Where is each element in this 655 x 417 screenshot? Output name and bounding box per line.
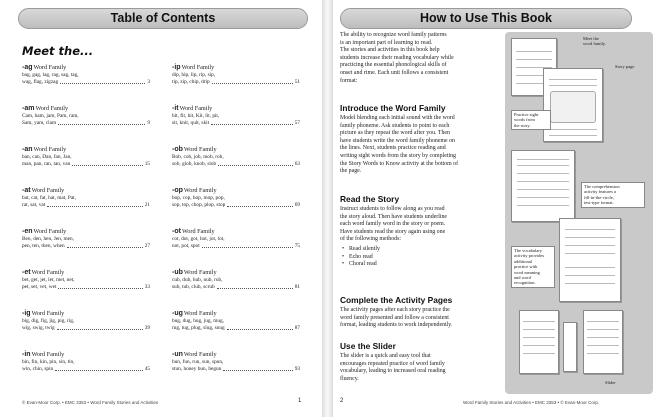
- body-line: writing sight words from the story by completing: [340, 152, 457, 159]
- toc-entry-last-line: [22, 243, 150, 250]
- toc-entry-en[interactable]: [22, 228, 150, 250]
- body-line: word family presented and follow a consistent: [340, 314, 449, 321]
- story-illustration: [550, 91, 596, 123]
- sight-words-caption: [511, 110, 551, 130]
- toc-page-number: 57: [294, 120, 300, 126]
- word-family-suffix: -ub: [172, 269, 183, 276]
- toc-entry-words: Sam, yam, clam: [22, 120, 57, 126]
- toc-entry-op[interactable]: [172, 187, 300, 209]
- toc-entry-words: bat, cat, fat, hat, mat, Pat,: [22, 195, 76, 201]
- word-family-suffix: -en: [22, 228, 33, 235]
- dot-leader: [223, 366, 292, 371]
- toc-entry-words: Cam, ham, jam, Pam, ram,: [22, 113, 79, 119]
- caption-line: word family.: [583, 41, 606, 47]
- intro-line: practicing the essential phonological skills of: [340, 62, 447, 69]
- toc-entry-words: Ben, den, hen, Jen, men,: [22, 236, 74, 242]
- word-family-label: Word Family: [31, 351, 65, 358]
- toc-entry-words: bug, dug, hug, jug, mug,: [172, 318, 224, 324]
- toc-entry-words: wag, flag, zigzag: [22, 79, 59, 85]
- dot-leader: [227, 325, 293, 330]
- word-family-label: Word Family: [33, 146, 67, 153]
- word-family-suffix: -it: [172, 105, 179, 112]
- toc-page-number: 15: [144, 161, 150, 167]
- meet-the-heading: Meet the...: [22, 44, 94, 58]
- toc-entry-words: Bob, cob, job, mob, rob,: [172, 154, 224, 160]
- word-family-suffix: -ot: [172, 228, 181, 235]
- toc-entry-heading: [22, 228, 150, 236]
- word-family-label: Word Family: [183, 187, 217, 194]
- dot-leader: [55, 366, 143, 371]
- body-line: picture as they repeat the word after you. Then: [340, 130, 450, 137]
- toc-entry-words: cot, dot, got, hot, jot, lot,: [172, 236, 225, 242]
- word-family-suffix: -ag: [22, 64, 33, 71]
- toc-entry-last-line: [22, 120, 150, 127]
- toc-page-number: 87: [294, 325, 300, 331]
- toc-entry-heading: [172, 146, 300, 154]
- toc-page-number: 51: [294, 79, 300, 85]
- body-line: format, leading students to work independently.: [340, 322, 453, 329]
- toc-entry-heading: [22, 351, 150, 359]
- word-family-label: Word Family: [31, 187, 65, 194]
- toc-entry-words: bit, fit, hit, Kit, lit, pit,: [172, 113, 220, 119]
- toc-entry-last-line: [172, 325, 300, 332]
- toc-page-number: 63: [294, 161, 300, 167]
- toc-entry-words: bop, cop, hop, mop, pop,: [172, 195, 225, 201]
- toc-entry-words: cub, dub, hub, nub, rub,: [172, 277, 223, 283]
- slider-strip-thumbnail: [563, 322, 577, 372]
- reading-method-item: • Read silently: [340, 246, 380, 254]
- toc-entry-words: not, pot, spot: [172, 243, 200, 249]
- word-family-label: Word Family: [35, 105, 69, 112]
- reading-method-item: • Choral read: [340, 261, 380, 269]
- toc-page-number: 3: [147, 79, 150, 85]
- toc-entry-last-line: [22, 79, 150, 86]
- toc-entry-words: bun, fun, run, sun, spun,: [172, 359, 224, 365]
- body-line: the story aloud. Then have students underline: [340, 213, 448, 220]
- page-number-1: 1: [298, 398, 302, 404]
- toc-page-number: 81: [294, 284, 300, 290]
- toc-entry-ub[interactable]: [172, 269, 300, 291]
- caption-line: test-type format.: [584, 200, 614, 206]
- toc-entry-heading: [172, 310, 300, 318]
- dot-leader: [218, 161, 293, 166]
- toc-entry-heading: [172, 269, 300, 277]
- right-footer: Word Family Stories and Activities • EMC 3353 • © Evan-Moor Corp.: [463, 400, 600, 405]
- word-family-label: Word Family: [181, 64, 215, 71]
- sample-pages-panel: [505, 32, 653, 394]
- caption-line: Meet the: [583, 36, 599, 41]
- body-line: encourages repeated practice of word family: [340, 360, 445, 367]
- toc-page-number: 69: [294, 202, 300, 208]
- body-line: the page.: [340, 168, 362, 175]
- body-line: have students write the word family phoneme on: [340, 137, 456, 144]
- how-to-use-page: [333, 0, 655, 417]
- caption-line: the story.: [514, 122, 531, 128]
- toc-entry-last-line: [172, 161, 300, 168]
- toc-entry-it[interactable]: [172, 105, 300, 127]
- toc-page-number: 45: [144, 366, 150, 372]
- word-family-suffix: -ig: [22, 310, 31, 317]
- reading-methods-list: [340, 246, 380, 269]
- toc-entry-am[interactable]: [22, 105, 150, 127]
- toc-title-banner: Table of Contents: [18, 8, 308, 29]
- body-line: fluency.: [340, 375, 359, 382]
- caption-line: The vocabulary: [514, 248, 543, 253]
- introduce-word-family-body: [340, 115, 502, 176]
- toc-entry-ob[interactable]: [172, 146, 300, 168]
- dot-leader: [67, 243, 143, 248]
- caption-line: fill-in-the-circle,: [584, 194, 614, 200]
- story-page-caption: Story page: [615, 64, 635, 69]
- toc-entry-last-line: [172, 366, 300, 373]
- toc-entry-last-line: [172, 202, 300, 209]
- use-the-slider-body: [340, 353, 502, 383]
- toc-entry-words: dip, hip, lip, rip, sip,: [172, 72, 216, 78]
- dot-leader: [57, 325, 143, 330]
- toc-entry-words: sob, glob, knob, slob: [172, 161, 217, 167]
- intro-paragraph: [340, 32, 502, 85]
- caption-line: practice with: [514, 264, 538, 270]
- body-line: of the following methods:: [340, 236, 402, 243]
- word-family-label: Word Family: [183, 146, 217, 153]
- body-line: Instruct students to follow along as you read: [340, 206, 445, 212]
- read-the-story-heading: Read the Story: [340, 194, 400, 204]
- intro-line: onset and rime. Each unit follows a consistent: [340, 69, 449, 76]
- slider-card-thumbnail: [583, 310, 623, 374]
- toc-entry-ot[interactable]: [172, 228, 300, 250]
- toc-entry-et[interactable]: [22, 269, 150, 291]
- how-to-use-title-banner: How to Use This Book: [340, 8, 632, 29]
- dot-leader: [58, 284, 142, 289]
- toc-page-number: 27: [144, 243, 150, 249]
- toc-entry-words: bet, get, jet, let, met, net,: [22, 277, 75, 283]
- toc-entry-last-line: [172, 243, 300, 250]
- word-family-suffix: -op: [172, 187, 183, 194]
- word-family-suffix: -ob: [172, 146, 183, 153]
- caption-line: word meaning: [514, 269, 540, 275]
- toc-entry-heading: [22, 269, 150, 277]
- vocabulary-page-thumbnail: [559, 218, 621, 302]
- dot-leader: [72, 161, 142, 166]
- toc-entry-words: sop, top, chop, plop, stop: [172, 202, 226, 208]
- toc-entry-last-line: [22, 284, 150, 291]
- toc-entry-ug[interactable]: [172, 310, 300, 332]
- reading-method-item: • Echo read: [340, 254, 380, 262]
- caption-line: and word: [514, 275, 531, 281]
- word-family-label: Word Family: [31, 269, 65, 276]
- toc-entry-heading: [22, 105, 150, 113]
- dot-leader: [47, 202, 142, 207]
- dot-leader: [60, 79, 145, 84]
- word-family-label: Word Family: [33, 228, 67, 235]
- toc-entry-last-line: [22, 202, 150, 209]
- read-the-story-body: [340, 206, 502, 244]
- toc-entry-words: win, chin, spin: [22, 366, 54, 372]
- comprehension-page-thumbnail: [511, 150, 575, 222]
- toc-entry-heading: [172, 351, 300, 359]
- toc-entry-last-line: [22, 325, 150, 332]
- dot-leader: [211, 120, 293, 125]
- word-family-label: Word Family: [179, 105, 213, 112]
- body-line: the Story Words to Know activity at the bottom of: [340, 160, 459, 167]
- toc-entry-last-line: [172, 120, 300, 127]
- intro-line: The ability to recognize word family patterns: [340, 32, 447, 38]
- toc-entry-heading: [172, 228, 300, 236]
- dot-leader: [202, 243, 293, 248]
- toc-entry-words: man, pan, ran, tan, van: [22, 161, 71, 167]
- toc-entry-heading: [22, 64, 150, 72]
- toc-entry-words: ban, can, Dan, fan, Jan,: [22, 154, 72, 160]
- word-family-suffix: -in: [22, 351, 31, 358]
- use-the-slider-heading: Use the Slider: [340, 341, 396, 351]
- body-line: the lines. Next, students practice reading and: [340, 145, 446, 152]
- caption-line: activity features a: [584, 189, 616, 195]
- toc-entry-words: tip, zip, chip, drip: [172, 79, 210, 85]
- word-family-label: Word Family: [31, 310, 65, 317]
- activity-pages-heading: Complete the Activity Pages: [340, 295, 453, 305]
- toc-entry-last-line: [172, 79, 300, 86]
- toc-page-number: 75: [294, 243, 300, 249]
- book-gutter: [322, 0, 333, 417]
- slider-piece-thumbnail: [519, 310, 559, 374]
- toc-entry-words: stun, honey bun, begun: [172, 366, 222, 372]
- toc-entry-ag[interactable]: [22, 64, 150, 86]
- word-family-suffix: -et: [22, 269, 31, 276]
- toc-entry-an[interactable]: [22, 146, 150, 168]
- caption-line: recognition.: [514, 280, 536, 286]
- introduce-word-family-heading: Introduce the Word Family: [340, 103, 446, 113]
- toc-entry-words: pen, ten, then, when: [22, 243, 65, 249]
- toc-page-number: 33: [144, 284, 150, 290]
- toc-entry-words: wig, swig, twig: [22, 325, 55, 331]
- caption-line: additional: [514, 258, 532, 264]
- toc-entry-words: pet, set, vet, wet: [22, 284, 57, 290]
- body-line: family phoneme. Ask students to point to each: [340, 122, 450, 129]
- toc-entry-words: bin, fin, kin, pin, sin, tin,: [22, 359, 75, 365]
- toc-entry-at[interactable]: [22, 187, 150, 209]
- body-line: each word family word in the story or poem.: [340, 221, 446, 228]
- toc-entry-words: rug, tug, plug, slug, snug: [172, 325, 225, 331]
- word-family-suffix: -at: [22, 187, 31, 194]
- intro-line: is an important part of learning to read.: [340, 39, 433, 46]
- left-footer: © Evan-Moor Corp. • EMC 3353 • Word Family Stories and Activities: [22, 400, 159, 405]
- page-number-2: 2: [340, 398, 344, 404]
- toc-entry-words: sub, tub, club, scrub: [172, 284, 215, 290]
- word-family-label: Word Family: [183, 269, 217, 276]
- toc-entry-heading: [172, 187, 300, 195]
- meet-caption: [583, 36, 649, 47]
- toc-page-number: 9: [147, 120, 150, 126]
- word-family-label: Word Family: [183, 351, 217, 358]
- caption-line: The comprehension: [584, 184, 620, 189]
- dot-leader: [58, 120, 145, 125]
- toc-entry-last-line: [22, 366, 150, 373]
- dot-leader: [212, 79, 293, 84]
- toc-entry-ip[interactable]: [172, 64, 300, 86]
- dot-leader: [227, 202, 292, 207]
- word-family-suffix: -am: [22, 105, 35, 112]
- toc-entry-words: big, dig, fig, jig, pig, rig,: [22, 318, 75, 324]
- word-family-suffix: -un: [172, 351, 183, 358]
- intro-line: The stories and activities in this book help: [340, 47, 440, 54]
- word-family-suffix: -an: [22, 146, 33, 153]
- toc-entry-in[interactable]: [22, 351, 150, 373]
- body-line: vocabulary, leading to increased oral reading: [340, 368, 446, 375]
- vocabulary-caption: [511, 246, 555, 288]
- word-family-suffix: -ug: [172, 310, 183, 317]
- caption-line: activity provides: [514, 253, 545, 259]
- comprehension-caption: [581, 182, 645, 208]
- body-line: Model blending each initial sound with the word: [340, 115, 455, 121]
- toc-entry-last-line: [172, 284, 300, 291]
- toc-entry-un[interactable]: [172, 351, 300, 373]
- toc-page-number: 93: [294, 366, 300, 372]
- toc-page-number: 39: [144, 325, 150, 331]
- body-line: Have students read the story again using one: [340, 228, 446, 235]
- dot-leader: [217, 284, 293, 289]
- intro-line: format:: [340, 77, 358, 84]
- word-family-suffix: -ip: [172, 64, 181, 71]
- caption-line: words from: [514, 117, 535, 123]
- toc-entry-ig[interactable]: [22, 310, 150, 332]
- word-family-label: Word Family: [33, 64, 67, 71]
- body-line: The slider is a quick and easy tool that: [340, 353, 431, 359]
- word-family-label: Word Family: [183, 310, 217, 317]
- table-of-contents-page: [0, 0, 322, 417]
- activity-pages-body: [340, 307, 502, 330]
- toc-entry-words: bag, gag, lag, rag, sag, tag,: [22, 72, 79, 78]
- toc-entry-heading: [22, 146, 150, 154]
- intro-line: students increase their reading vocabulary while: [340, 54, 454, 61]
- toc-entry-heading: [172, 105, 300, 113]
- toc-entry-heading: [22, 310, 150, 318]
- toc-entry-last-line: [22, 161, 150, 168]
- word-family-label: Word Family: [181, 228, 215, 235]
- toc-entry-words: rat, sat, vat: [22, 202, 46, 208]
- toc-entry-heading: [172, 64, 300, 72]
- caption-line: Practice sight: [514, 112, 539, 117]
- toc-entry-words: sit, knit, quit, skit: [172, 120, 210, 126]
- story-page-thumbnail: [543, 68, 603, 142]
- body-line: The activity pages after each story practice the: [340, 307, 450, 313]
- toc-entry-heading: [22, 187, 150, 195]
- toc-page-number: 21: [144, 202, 150, 208]
- slider-caption: Slider: [605, 380, 616, 385]
